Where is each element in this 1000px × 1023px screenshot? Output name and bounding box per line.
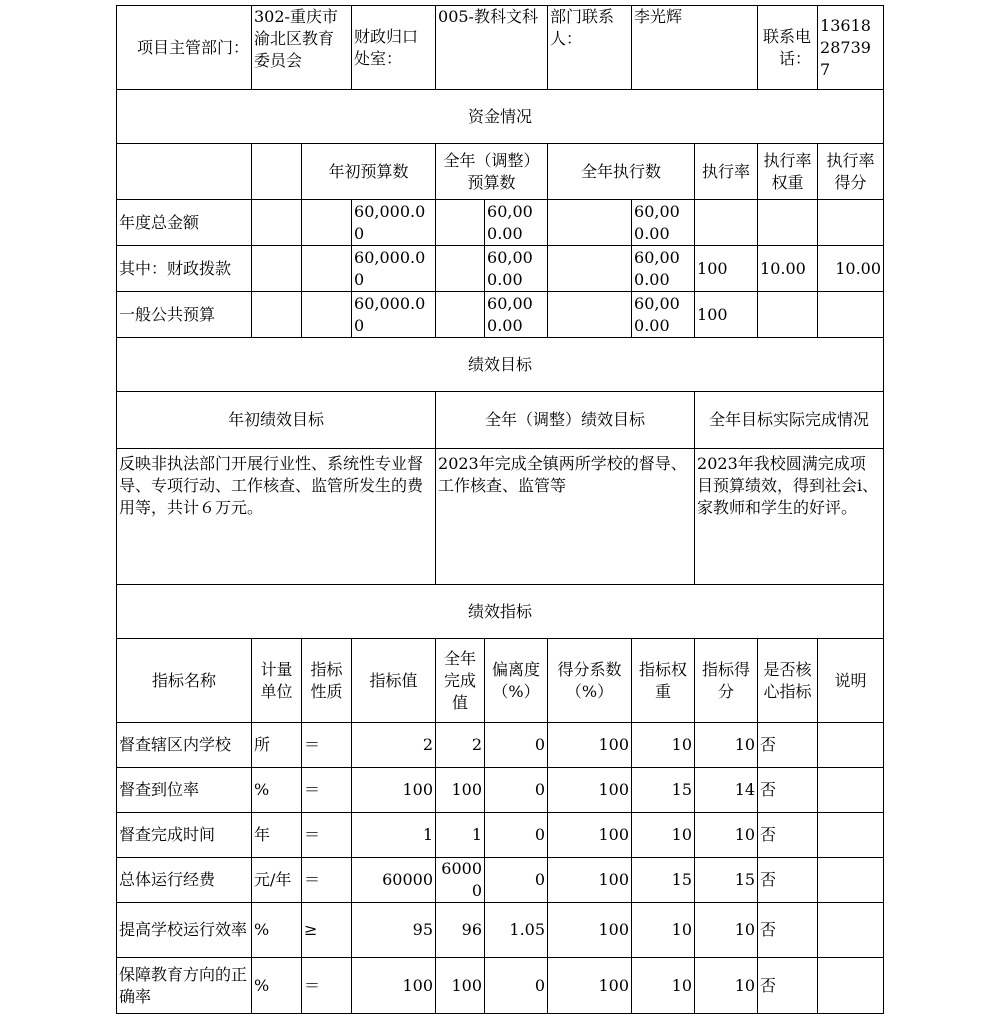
goals-col-initial: 年初绩效目标 bbox=[117, 392, 436, 449]
indicators-section-title: 绩效指标 bbox=[117, 585, 884, 639]
ind-coef: 100 bbox=[548, 813, 632, 858]
ind-note bbox=[818, 768, 884, 813]
ind-unit: % bbox=[252, 958, 302, 1014]
funds-header-blank bbox=[252, 144, 302, 200]
goals-actual-text: 2023年我校圆满完成项目预算绩效，得到社会i、家教师和学生的好评。 bbox=[695, 449, 884, 585]
empty-cell bbox=[252, 200, 302, 246]
indicator-row bbox=[117, 813, 884, 858]
funds-row-score bbox=[818, 200, 884, 246]
ind-score: 15 bbox=[695, 858, 758, 903]
ind-core: 否 bbox=[758, 958, 818, 1014]
ind-note bbox=[818, 858, 884, 903]
ind-name: 督查完成时间 bbox=[117, 813, 252, 858]
funds-row-name: 年度总金额 bbox=[117, 200, 252, 246]
ind-weight: 15 bbox=[632, 768, 695, 813]
ind-actual: 1 bbox=[436, 813, 485, 858]
funds-row-weight bbox=[758, 292, 818, 338]
empty-cell bbox=[436, 200, 485, 246]
funds-row-rate: 100 bbox=[695, 292, 758, 338]
ind-note bbox=[818, 813, 884, 858]
empty-cell bbox=[548, 292, 632, 338]
ind-coef: 100 bbox=[548, 958, 632, 1014]
ind-score: 14 bbox=[695, 768, 758, 813]
empty-cell bbox=[548, 246, 632, 292]
ind-unit: % bbox=[252, 903, 302, 958]
ind-nature: ＝ bbox=[302, 813, 352, 858]
ind-target: 100 bbox=[352, 768, 436, 813]
ind-nature: ＝ bbox=[302, 958, 352, 1014]
ind-target: 60000 bbox=[352, 858, 436, 903]
funds-row bbox=[117, 246, 884, 292]
goals-adjusted-text: 2023年完成全镇两所学校的督导、工作核查、监管等 bbox=[436, 449, 695, 585]
ind-name: 提高学校运行效率 bbox=[117, 903, 252, 958]
indicator-row bbox=[117, 768, 884, 813]
funds-row-score bbox=[818, 292, 884, 338]
funds-row-adjusted: 60,000.00 bbox=[485, 292, 548, 338]
ind-col-score: 指标得分 bbox=[695, 639, 758, 723]
ind-actual: 2 bbox=[436, 723, 485, 768]
funds-col-weight: 执行率权重 bbox=[758, 144, 818, 200]
ind-weight: 10 bbox=[632, 723, 695, 768]
ind-nature: ＝ bbox=[302, 723, 352, 768]
empty-cell bbox=[548, 200, 632, 246]
funds-row-rate bbox=[695, 200, 758, 246]
ind-col-target: 指标值 bbox=[352, 639, 436, 723]
goals-section-title: 绩效目标 bbox=[117, 338, 884, 392]
ind-target: 100 bbox=[352, 958, 436, 1014]
ind-note bbox=[818, 958, 884, 1014]
ind-deviation: 1.05 bbox=[485, 903, 548, 958]
indicators-body bbox=[117, 723, 884, 1014]
ind-col-name: 指标名称 bbox=[117, 639, 252, 723]
ind-unit: % bbox=[252, 768, 302, 813]
ind-actual: 96 bbox=[436, 903, 485, 958]
empty-cell bbox=[302, 200, 352, 246]
ind-name: 督查到位率 bbox=[117, 768, 252, 813]
ind-unit: 年 bbox=[252, 813, 302, 858]
ind-actual: 100 bbox=[436, 958, 485, 1014]
dept-value: 302-重庆市渝北区教育委员会 bbox=[252, 6, 352, 90]
ind-deviation: 0 bbox=[485, 813, 548, 858]
performance-report-table bbox=[116, 5, 884, 1014]
finance-value: 005-教科文科 bbox=[436, 6, 548, 90]
empty-cell bbox=[252, 246, 302, 292]
ind-nature: ＝ bbox=[302, 768, 352, 813]
ind-score: 10 bbox=[695, 958, 758, 1014]
goals-col-actual: 全年目标实际完成情况 bbox=[695, 392, 884, 449]
ind-target: 1 bbox=[352, 813, 436, 858]
funds-col-initial: 年初预算数 bbox=[302, 144, 436, 200]
dept-label: 项目主管部门： bbox=[117, 6, 252, 90]
ind-nature: ≥ bbox=[302, 903, 352, 958]
ind-col-nature: 指标性质 bbox=[302, 639, 352, 723]
ind-col-deviation: 偏离度（%） bbox=[485, 639, 548, 723]
indicator-row bbox=[117, 903, 884, 958]
phone-value: 13618287397 bbox=[818, 6, 884, 90]
empty-cell bbox=[302, 246, 352, 292]
ind-col-core: 是否核心指标 bbox=[758, 639, 818, 723]
ind-weight: 10 bbox=[632, 903, 695, 958]
ind-actual: 60000 bbox=[436, 858, 485, 903]
funds-header-row bbox=[117, 144, 884, 200]
ind-score: 10 bbox=[695, 813, 758, 858]
funds-row-rate: 100 bbox=[695, 246, 758, 292]
funds-row-weight bbox=[758, 200, 818, 246]
ind-col-note: 说明 bbox=[818, 639, 884, 723]
contact-value: 李光辉 bbox=[632, 6, 758, 90]
ind-col-unit: 计量单位 bbox=[252, 639, 302, 723]
ind-deviation: 0 bbox=[485, 723, 548, 768]
funds-row-executed: 60,000.00 bbox=[632, 200, 695, 246]
ind-coef: 100 bbox=[548, 903, 632, 958]
funds-row-adjusted: 60,000.00 bbox=[485, 246, 548, 292]
empty-cell bbox=[436, 292, 485, 338]
funds-row-weight: 10.00 bbox=[758, 246, 818, 292]
ind-col-weight: 指标权重 bbox=[632, 639, 695, 723]
ind-note bbox=[818, 723, 884, 768]
goals-content-row bbox=[117, 449, 884, 585]
ind-weight: 10 bbox=[632, 813, 695, 858]
ind-core: 否 bbox=[758, 903, 818, 958]
indicators-header-row bbox=[117, 639, 884, 723]
funds-row-initial: 60,000.00 bbox=[352, 200, 436, 246]
ind-coef: 100 bbox=[548, 858, 632, 903]
header-row bbox=[117, 6, 884, 90]
funds-col-executed: 全年执行数 bbox=[548, 144, 695, 200]
funds-col-score: 执行率得分 bbox=[818, 144, 884, 200]
ind-nature: ＝ bbox=[302, 858, 352, 903]
indicator-row bbox=[117, 958, 884, 1014]
ind-coef: 100 bbox=[548, 768, 632, 813]
funds-section-title: 资金情况 bbox=[117, 90, 884, 144]
ind-weight: 10 bbox=[632, 958, 695, 1014]
ind-note bbox=[818, 903, 884, 958]
phone-label: 联系电话： bbox=[758, 6, 818, 90]
ind-name: 督查辖区内学校 bbox=[117, 723, 252, 768]
goals-header-row bbox=[117, 392, 884, 449]
ind-score: 10 bbox=[695, 903, 758, 958]
ind-coef: 100 bbox=[548, 723, 632, 768]
indicator-row bbox=[117, 723, 884, 768]
empty-cell bbox=[302, 292, 352, 338]
funds-row bbox=[117, 292, 884, 338]
ind-name: 保障教育方向的正确率 bbox=[117, 958, 252, 1014]
funds-row-executed: 60,000.00 bbox=[632, 292, 695, 338]
ind-deviation: 0 bbox=[485, 858, 548, 903]
funds-header-blank bbox=[117, 144, 252, 200]
funds-col-adjusted: 全年（调整）预算数 bbox=[436, 144, 548, 200]
ind-core: 否 bbox=[758, 813, 818, 858]
ind-target: 2 bbox=[352, 723, 436, 768]
ind-name: 总体运行经费 bbox=[117, 858, 252, 903]
ind-core: 否 bbox=[758, 768, 818, 813]
funds-row-initial: 60,000.00 bbox=[352, 246, 436, 292]
ind-col-actual: 全年完成值 bbox=[436, 639, 485, 723]
ind-deviation: 0 bbox=[485, 768, 548, 813]
funds-col-rate: 执行率 bbox=[695, 144, 758, 200]
contact-label: 部门联系人： bbox=[548, 6, 632, 90]
ind-actual: 100 bbox=[436, 768, 485, 813]
indicator-row bbox=[117, 858, 884, 903]
ind-score: 10 bbox=[695, 723, 758, 768]
funds-row-initial: 60,000.00 bbox=[352, 292, 436, 338]
goals-initial-text: 反映非执法部门开展行业性、系统性专业督导、专项行动、工作核查、监管所发生的费用等，共计６万元。 bbox=[117, 449, 436, 585]
empty-cell bbox=[436, 246, 485, 292]
funds-row-executed: 60,000.00 bbox=[632, 246, 695, 292]
funds-row-score: 10.00 bbox=[818, 246, 884, 292]
empty-cell bbox=[252, 292, 302, 338]
ind-target: 95 bbox=[352, 903, 436, 958]
ind-unit: 元/年 bbox=[252, 858, 302, 903]
ind-unit: 所 bbox=[252, 723, 302, 768]
ind-weight: 15 bbox=[632, 858, 695, 903]
funds-row-name: 一般公共预算 bbox=[117, 292, 252, 338]
ind-col-coef: 得分系数（%） bbox=[548, 639, 632, 723]
ind-core: 否 bbox=[758, 723, 818, 768]
ind-deviation: 0 bbox=[485, 958, 548, 1014]
funds-row bbox=[117, 200, 884, 246]
ind-core: 否 bbox=[758, 858, 818, 903]
funds-row-name: 其中：财政拨款 bbox=[117, 246, 252, 292]
finance-label: 财政归口处室： bbox=[352, 6, 436, 90]
funds-row-adjusted: 60,000.00 bbox=[485, 200, 548, 246]
goals-col-adjusted: 全年（调整）绩效目标 bbox=[436, 392, 695, 449]
